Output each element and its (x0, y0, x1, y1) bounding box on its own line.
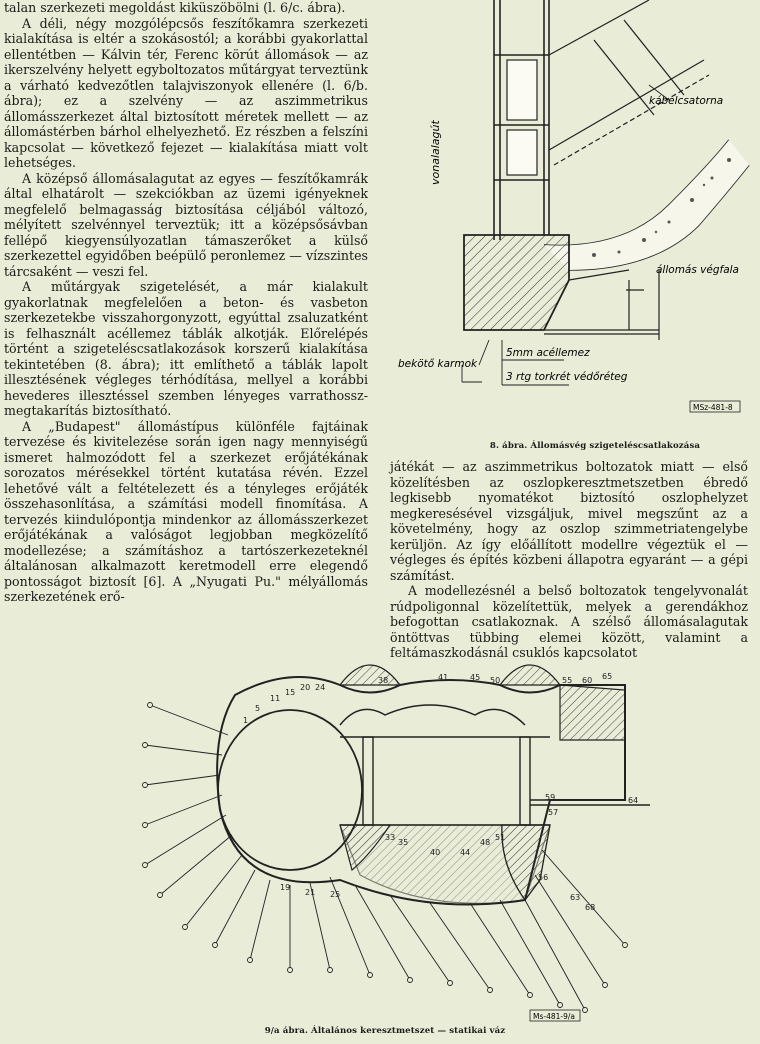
paragraph: játékát — az aszimmetrikus boltozatok miatt — első közelítésben az oszlopkeresztmetszetben ébredő legkisebb nyomatékot biztosító oszlophelyzet megkeresésével vizsgáljuk, mivel megszűnt az a követelmény, hogy az oszlop szimmetriatengelybe kerüljön. Az így előállított modellre végeztük el — végleges és építés közbeni állapotra egyaránt — a gépi számítást. (390, 459, 748, 583)
paragraph: A déli, négy mozgólépcsős feszítőkamra szerkezeti kialakítása is eltér a szokásostól; a korábbi gyakorlattal ellentétben — Kálvin tér, Ferenc körút állomások — az ikerszelvény helyett egyboltozatos műtárgyat terveztünk a várható kedvezőtlen talajviszonyok ellenére (l. 6/b. ábra); ez a szelvény — az aszimmetrikus állomásszerkezet által biztosított méretek mellett — az állomástérben bárhol elhelyezhető. Ez részben a felszíni kapcsolat — következő fejezet — kialakítása miatt volt lehetséges. (4, 15, 368, 170)
node-number: 50 (490, 676, 501, 685)
paragraph: A középső állomásalagutat az egyes — feszítőkamrák által elhatárolt — szekciókban az üzemi igényeknek megfelelő belmagasság biztosítása céljából változó, mélyített szelvénnyel terveztük; itt a középsősávban fellépő kiegyensúlyozatlan támaszerőket a külső szerkezettel egyidőben beépülő peronlemez — vízszintes tárcsaként — veszi fel. (4, 170, 368, 279)
paragraph: talan szerkezeti megoldást kiküszöbölni (l. 6/c. ábra). (4, 0, 346, 15)
node-number: 64 (628, 796, 639, 805)
node-number: 19 (280, 883, 291, 892)
node-number: 11 (270, 694, 281, 703)
node-number: 33 (385, 833, 396, 842)
figure-9-drawing (130, 645, 650, 1027)
label-torkret: 3 rtg torkrét védőréteg (506, 371, 628, 383)
node-number: 38 (378, 676, 389, 685)
node-number: 1 (243, 716, 249, 725)
node-number: 51 (495, 833, 506, 842)
figure-8-caption: 8. ábra. Állomásvég szigeteléscsatlakozása (489, 441, 701, 451)
node-number: 21 (305, 888, 316, 897)
label-bekoto-karmok: bekötő karmok (398, 358, 478, 370)
label-acellemez: 5mm acéllemez (506, 347, 590, 359)
paragraph: A műtárgyak szigetelését, a már kialakult gyakorlatnak megfelelően a beton- és vasbeton szerkezetekbe visszahorgonyzott, egyúttal zsaluzatként is felhasznált acéllemez táblák alkotják. Előrelépés történt a szigeteléscsatlakozások korszerű kialakítása tekintetében (8. ábra); itt említhető a táblák lapolt illesztésének végleges térhódítása, mellyel a korábbi hevederes illesztéssel szemben lényeges varrathossz-megtakarítás biztosítható. (4, 279, 368, 418)
figure-9-svg (130, 645, 650, 1027)
figure-8-drawing (394, 0, 756, 432)
figure-8-stamp: MSz-481-8 (693, 403, 733, 412)
node-number: 48 (480, 838, 491, 847)
node-number: 15 (285, 688, 296, 697)
node-number: 65 (602, 672, 613, 681)
node-number: 57 (548, 808, 559, 817)
node-number: 59 (545, 793, 556, 802)
node-number: 25 (330, 890, 341, 899)
node-number: 5 (255, 704, 261, 713)
right-text-column (390, 459, 748, 661)
label-allomas-vegfala: állomás végfala (656, 264, 739, 276)
left-text-column (4, 0, 368, 605)
node-number: 45 (470, 673, 481, 682)
node-number: 55 (562, 676, 573, 685)
node-number: 20 (300, 683, 311, 692)
node-number: 24 (315, 683, 326, 692)
label-kabelcsatorna: kábelcsatorna (649, 95, 724, 107)
figure-8-svg (394, 0, 756, 432)
node-number: 41 (438, 673, 449, 682)
node-number: 44 (460, 848, 471, 857)
figure-9-stamp: Ms-481-9/a (533, 1012, 576, 1021)
node-number: 63 (570, 893, 581, 902)
label-vonalalagut: vonalalagút (429, 120, 442, 185)
node-number: 35 (398, 838, 409, 847)
node-number: 68 (585, 903, 596, 912)
node-number: 40 (430, 848, 441, 857)
node-number: 60 (582, 676, 593, 685)
node-number: 56 (538, 873, 549, 882)
figure-9-caption: 9/a ábra. Általános keresztmetszet — statikai váz (264, 1026, 506, 1036)
paragraph: A modellezésnél a belső boltozatok tengelyvonalát rúdpoligonnal közelítettük, melyek a gerendákhoz befogottan csatlakoznak. A szélső állomásalagutak öntöttvas tübbing elemei között, valamint a feltámaszkodásnál csuklós kapcsolatot (390, 583, 748, 660)
paragraph: A „Budapest" állomástípus különféle fajtáinak tervezése és kivitelezése során igen nagy mennyiségű ismeret halmozódott fel a szerkezet erőjátékának sorozatos mérésekkel történt kutatása révén. Ezzel lehetővé vált a feltételezett és a tényleges erőjáték összehasonlítása, a számítási modell finomítása. A tervezés kiindulópontja mindenkor az állomásszerkezet erőjátékának a valóságot legjobban megközelítő modellezése; a számításhoz a tartószerkezeteknél általánosan alkalmazott keretmodell erre elegendő pontosságot biztosít [6]. A „Nyugati Pu." mélyállomás szerkezetének erő- (4, 418, 368, 604)
